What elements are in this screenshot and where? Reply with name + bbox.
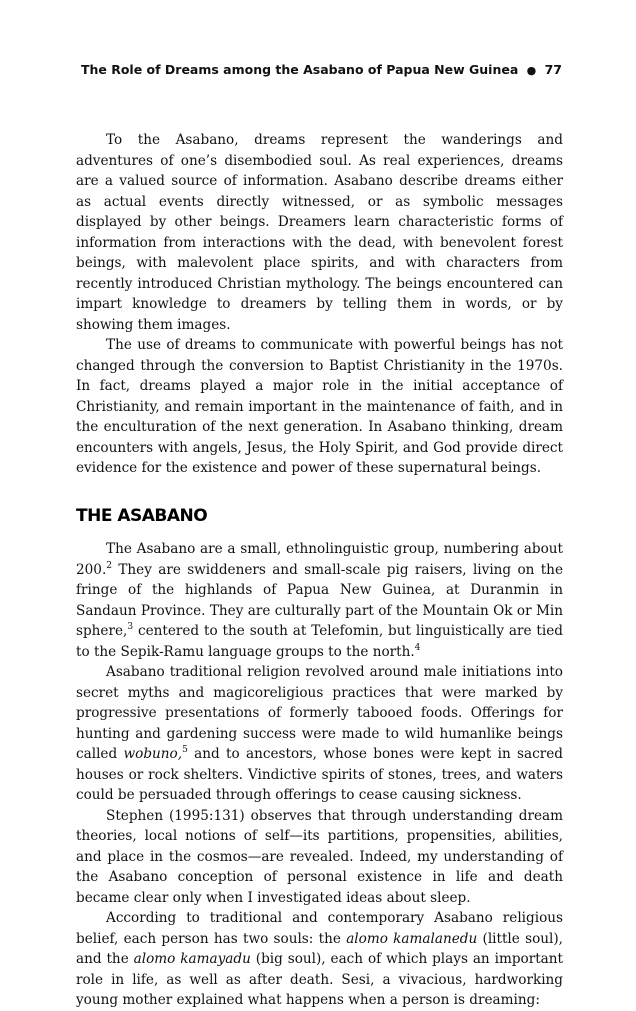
text-run: According to traditional and contemporary Asabano religious belief, each person has two souls: the <box>76 910 563 947</box>
body-text <box>76 130 563 1011</box>
section-heading: THE ASABANO <box>76 505 208 526</box>
intro-paragraph-1: To the Asabano, dreams represent the wanderings and adventures of one’s disembodied soul. As real experiences, dreams are a valued source of information. Asabano describe dreams either as actual events directly witnessed, or as symbolic messages displayed by other beings. Dreamers learn characteristic forms of information from interactions with the dead, with benevolent forest beings, with malevolent place spirits, and with characters from recently introduced Christian mythology. The beings encountered can impart knowledge to dreamers by telling them in words, or by showing them images. <box>76 132 563 333</box>
text-run: The Asabano are a small, ethnolinguistic group, numbering about 200. <box>76 541 563 578</box>
section-paragraph-4 <box>76 908 563 1011</box>
section-paragraph-2 <box>76 662 563 806</box>
section-paragraph-1 <box>76 539 563 662</box>
footnote-ref-5: 5 <box>182 745 188 755</box>
text-run: centered to the south at Telefomin, but linguistically are tied to the Sepik-Ramu language groups to the north. <box>76 623 563 660</box>
running-title: The Role of Dreams among the Asabano of Papua New Guinea <box>80 62 519 77</box>
text-run: Asabano traditional religion revolved around male initiations into secret myths and magicoreligious practices that were marked by progressive presentations of formerly tabooed foods. Offerings for hunting and gardening success were made to wild humanlike beings called <box>76 664 563 762</box>
footnote-ref-4: 4 <box>414 642 421 653</box>
text-run: They are swiddeners and small-scale pig raisers, living on the fringe of the highlands of Papua New Guinea, at Duranmin in Sandaun Province. They are culturally part of the Mountain Ok or Min sphere, <box>76 561 563 639</box>
section-paragraph-3: Stephen (1995:131) observes that through understanding dream theories, local notions of self—its partitions, propensities, abilities, and place in the cosmos—are revealed. Indeed, my understanding of the Asabano conception of personal existence in life and death became clear only when I investigated ideas about sleep. <box>76 807 563 906</box>
text-run: (big soul), each of which plays an important role in life, as well as after death. Sesi, a vivacious, hardworking young mother explained what happens when a person is dreaming: <box>76 951 564 1008</box>
bullet-separator: ● <box>526 64 537 77</box>
running-head <box>76 62 562 77</box>
term-wobuno: wobuno, <box>123 746 183 762</box>
text-run: and to ancestors, whose bones were kept in sacred houses or rock shelters. Vindictive spirits of stones, trees, and waters could be persuaded through offerings to cease causing sickness. <box>76 746 563 803</box>
term-alomo-kamalanedu: alomo kamalanedu <box>346 930 478 947</box>
intro-paragraph-2: The use of dreams to communicate with powerful beings has not changed through the conversion to Baptist Christianity in the 1970s. In fact, dreams played a major role in the initial acceptance of Christianity, and remain important in the maintenance of faith, and in the enculturation of the next generation. In Asabano thinking, dream encounters with angels, Jesus, the Holy Spirit, and God provide direct evidence for the existence and power of these supernatural beings. <box>76 337 563 476</box>
footnote-ref-2: 2 <box>106 560 113 571</box>
text-run: (little soul), and the <box>76 930 563 967</box>
term-alomo-kamayadu: alomo kamayadu <box>133 951 251 967</box>
footnote-ref-3: 3 <box>127 622 134 632</box>
page-number: 77 <box>544 62 562 77</box>
